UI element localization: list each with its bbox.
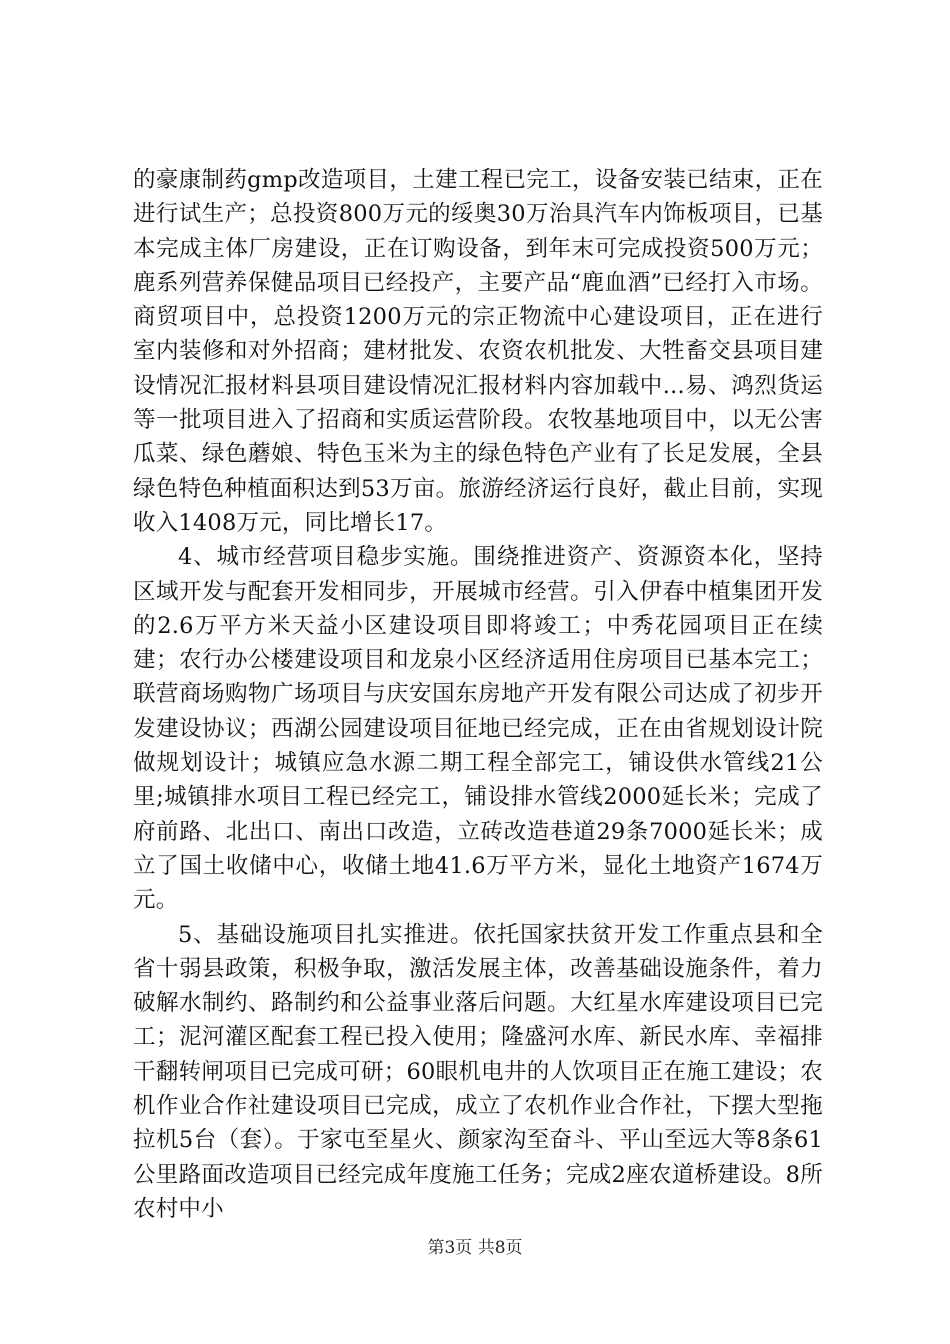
document-body <box>133 163 823 1226</box>
paragraph-1: 的豪康制药gmp改造项目，土建工程已完工，设备安装已结束，正在进行试生产；总投资800万元的绥奥30万治具汽车内饰板项目，已基本完成主体厂房建设，正在订购设备，到年末可完成投资500万元；鹿系列营养保健品项目已经投产，主要产品“鹿血酒”已经打入市场。商贸项目中，总投资1200万元的宗正物流中心建设项目，正在进行室内装修和对外招商；建材批发、农资农机批发、大牲畜交县项目建设情况汇报材料县项目建设情况汇报材料内容加载中...易、鸿烈货运等一批项目进入了招商和实质运营阶段。农牧基地项目中，以无公害瓜菜、绿色蘑娘、特色玉米为主的绿色特色产业有了长足发展，全县绿色特色种植面积达到53万亩。旅游经济运行良好，截止目前，实现收入1408万元，同比增长17。 <box>133 167 823 536</box>
paragraph-3: 5、基础设施项目扎实推进。依托国家扶贫开发工作重点县和全省十弱县政策，积极争取，激活发展主体，改善基础设施条件，着力破解水制约、路制约和公益事业落后问题。大红星水库建设项目已完工；泥河灌区配套工程已投入使用；隆盛河水库、新民水库、幸福排干翻转闸项目已完成可研；60眼机电井的人饮项目正在施工建设；农机作业合作社建设项目已完成，成立了农机作业合作社，下摆大型拖拉机5台（套）。于家屯至星火、颜家沟至奋斗、平山至远大等8条61公里路面改造项目已经完成年度施工任务；完成2座农道桥建设。8所农村中小 <box>133 921 823 1222</box>
paragraph-2: 4、城市经营项目稳步实施。围绕推进资产、资源资本化，坚持区域开发与配套开发相同步，开展城市经营。引入伊春中植集团开发的2.6万平方米天益小区建设项目即将竣工；中秀花园项目正在续建；农行办公楼建设项目和龙泉小区经济适用住房项目已基本完工；联营商场购物广场项目与庆安国东房地产开发有限公司达成了初步开发建设协议；西湖公园建设项目征地已经完成，正在由省规划设计院做规划设计；城镇应急水源二期工程全部完工，铺设供水管线21公里;城镇排水项目工程已经完工，铺设排水管线2000延长米；完成了府前路、北出口、南出口改造，立砖改造巷道29条7000延长米；成立了国土收储中心，收储土地41.6万平方米，显化土地资产1674万元。 <box>133 544 823 914</box>
page-number-footer: 第3页 共8页 <box>427 1238 523 1258</box>
